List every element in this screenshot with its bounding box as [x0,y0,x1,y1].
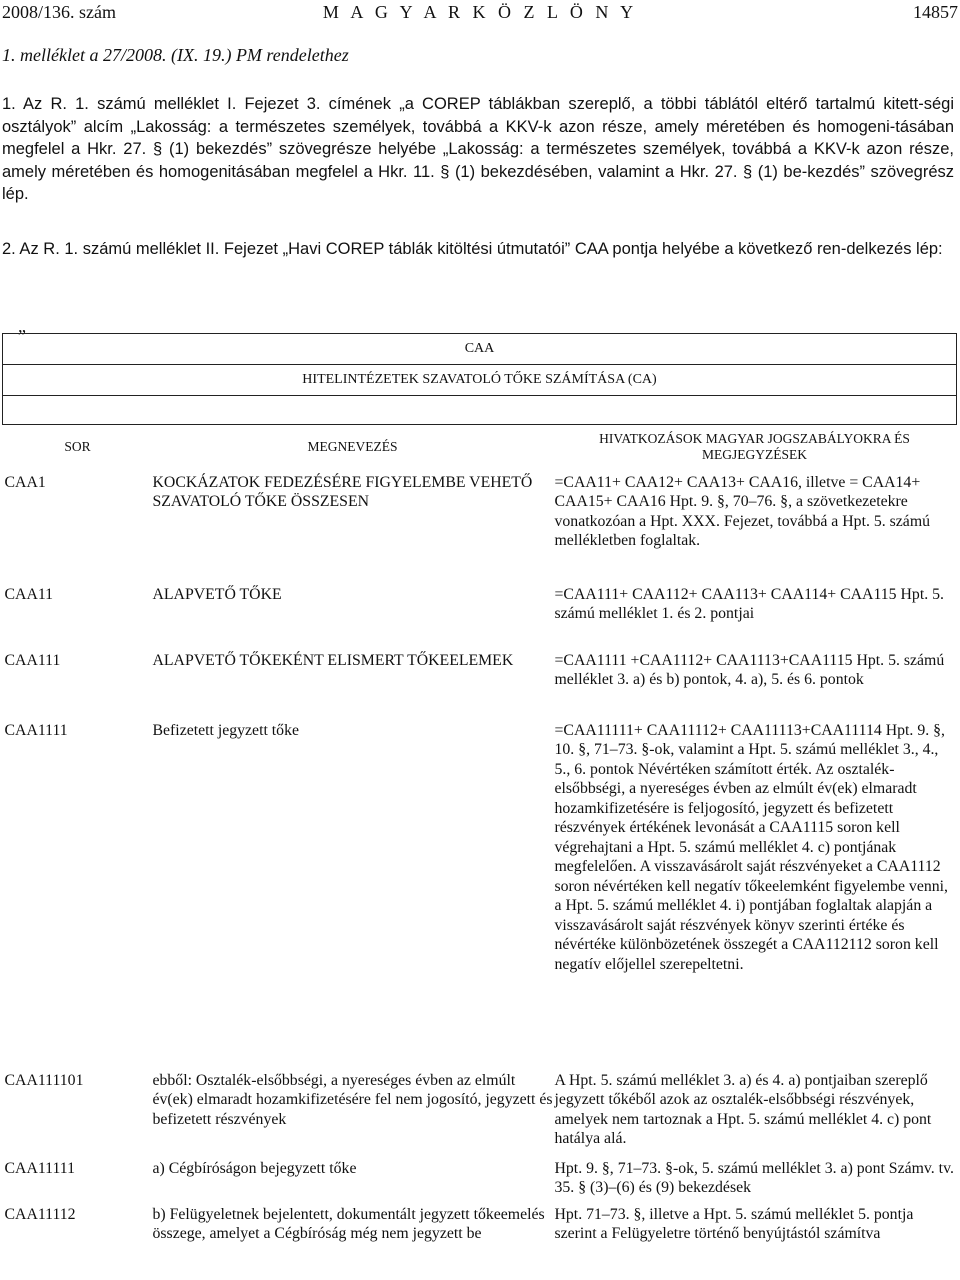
row-name: a) Cégbíróságon bejegyzett tőke [152,1159,357,1177]
row-name: KOCKÁZATOK FEDEZÉSÉRE FIGYELEMBE VEHETŐ SZAVATOLÓ TŐKE ÖSSZESEN [152,473,533,510]
row-code: CAA111101 [4,1071,84,1089]
row-name: ALAPVETŐ TŐKEKÉNT ELISMERT TŐKEELEMEK [152,651,514,669]
row-code: CAA111 [4,651,61,669]
caa-table [2,333,957,1267]
table-row [3,1067,957,1155]
row-code: CAA11 [4,585,54,603]
row-ref: =CAA111+ CAA112+ CAA113+ CAA114+ CAA115 Hpt. 5. számú melléklet 1. és 2. pontjai [554,585,944,622]
row-code: CAA11111 [4,1159,75,1177]
col-header-megnevezes: MEGNEVEZÉS [307,438,398,454]
row-name: Befizetett jegyzett tőke [152,721,299,739]
annex-title: 1. melléklet a 27/2008. (IX. 19.) PM rendelethez [2,45,349,65]
table-row [3,469,957,581]
table-code: CAA [3,334,957,365]
col-header-sor: SOR [64,438,91,454]
row-ref: =CAA1111 +CAA1112+ CAA1113+CAA1115 Hpt. 5. számú melléklet 3. a) és b) pontok, 4. a), 5. és 6. pontok [554,651,945,688]
row-ref: =CAA11+ CAA12+ CAA13+ CAA16, illetve = CAA14+ CAA15+ CAA16 Hpt. 9. §, 70–76. §, a szövetkezetekre vonatkozóan a Hpt. XXX. Fejezet, továbbá a Hpt. 5. számú mellékletben foglaltak. [554,473,931,549]
row-ref: =CAA11111+ CAA11112+ CAA11113+CAA11114 Hpt. 9. §, 10. §, 71–73. §-ok, valamint a Hpt. 5. számú melléklet 3., 4., 5., 6. pontok Névértéken számított érték. Az osztalék-elsőbbségi, a nyereséges évben az elmúlt év(ek) elmaradt hozamkifizetésére is feljogosító, jegyzett és befizetett részvények értékének levonását a CAA1115 soron kell végrehajtani a Hpt. 5. számú melléklet 4. c) pontjának megfelelően. A visszavásárolt saját részvényeket a CAA1112 soron névértéken kell negatív tőkeelemként figyelembe venni, a Hpt. 5. számú melléklet 4. i) pontjában foglaltak alapján a visszavásárolt saját részvények könyv szerinti értéke és névértéke különbözetének összegét a CAA112112 soron kell negatív előjellel szerepeltetni. [554,721,948,973]
row-ref: Hpt. 9. §, 71–73. §-ok, 5. számú melléklet 3. a) pont Számv. tv. 35. § (3)–(6) és (9) bekezdések [554,1159,954,1196]
opening-quote: „ [18,316,26,336]
page-number: 14857 [913,2,958,22]
paragraph-2: 2. Az R. 1. számú melléklet II. Fejezet „Havi COREP táblák kitöltési útmutatói” CAA pontja helyébe a következő ren-delkezés lép: [2,240,943,258]
row-name: b) Felügyeletnek bejelentett, dokumentált jegyzett tőkeemelés összege, amelyet a Cégbíróság még nem jegyzett be [152,1205,545,1242]
row-ref: Hpt. 71–73. §, illetve a Hpt. 5. számú melléklet 5. pontja szerint a Felügyeletre történő benyújtástól számítva [554,1205,914,1242]
table-row [3,647,957,717]
row-ref: A Hpt. 5. számú melléklet 3. a) és 4. a) pontjaiban szereplő jegyzett tőkéből azok az osztalék-elsőbbségi részvények, amelyek nem tartoznak a Hpt. 5. számú melléklet 4. c) pont hatálya alá. [554,1071,932,1147]
table-row [3,1201,957,1267]
row-code: CAA1111 [4,721,68,739]
paragraph-1: 1. Az R. 1. számú melléklet I. Fejezet 3. címének „a COREP táblákban szereplő, a többi táblától eltérő tartalmú kitett-ségi osztályok” alcím „Lakosság: a természetes személyek, továbbá a KKV-k azon része, amely méretében és homogeni-tásában megfelel a Hkr. 27. § (1) bekezdés” szövegrésze helyébe „Lakosság: a természetes személyek, továbbá a KKV-k azon része, amely méretében és homogenitásában megfelel a Hkr. 11. § (1) bekezdésében, valamint a Hkr. 27. § (1) be-kezdés” szövegrész lép. [2,95,954,203]
table-row [3,717,957,1067]
row-name: ALAPVETŐ TŐKE [152,585,282,603]
issue-number: 2008/136. szám [2,2,116,22]
page-header [2,2,958,26]
journal-title: M A G Y A R K Ö Z L Ö N Y [322,2,638,22]
table-title: HITELINTÉZETEK SZAVATOLÓ TŐKE SZÁMÍTÁSA (CA) [3,365,957,396]
table-spacer [3,396,957,425]
row-code: CAA11112 [4,1205,76,1223]
table-row [3,581,957,647]
row-name: ebből: Osztalék-elsőbbségi, a nyereséges évben az elmúlt év(ek) elmaradt hozamkifizetésére fel nem jogosító, jegyzett és befizetett részvények [152,1071,553,1128]
row-code: CAA1 [4,473,46,491]
col-header-hivatkozasok: HIVATKOZÁSOK MAGYAR JOGSZABÁLYOKRA ÉS MEGJEGYZÉSEK [599,430,910,462]
table-row [3,1155,957,1201]
